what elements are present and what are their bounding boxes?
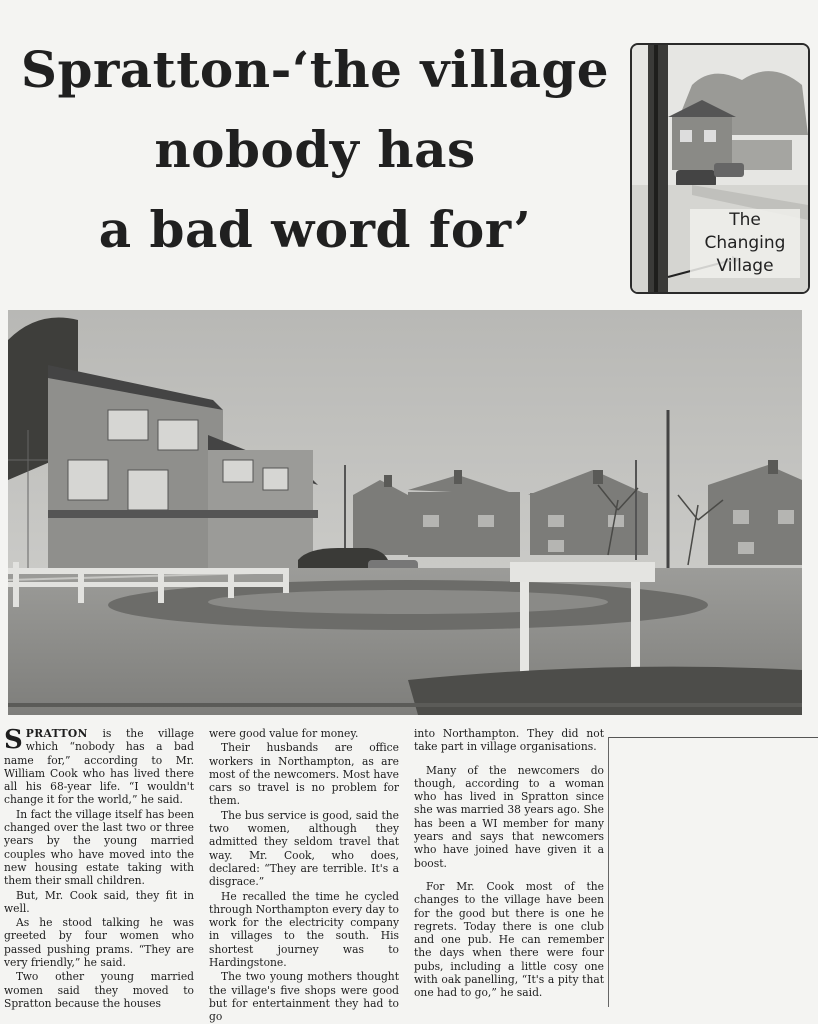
clipping-edge-horizontal (608, 737, 818, 738)
paragraph-1-text: is the village which “nobody has a bad name for,” according to Mr. William Cook who has lived there all his 68-year life. “I wouldn't change it for the world,” he said. (4, 727, 194, 807)
paragraph-13: For Mr. Cook most of the changes to the village have been for the good but there is one he regrets. Today there is one club and one pub. He can remember the days when there were four pubs, including a little cosy one with oak panelling, “It's a pity that one had to go,” he said. (414, 879, 604, 1000)
badge-line-2: Changing (704, 233, 786, 253)
paragraph-10: The two young mothers thought the village's five shops were good but for entertainment they had to go (209, 970, 399, 1024)
article-column-2 (209, 727, 399, 1024)
paragraph-2: In fact the village itself has been changed over the last two or three years by the young married couples who have moved into the new housing estate taking with them their small children. (4, 807, 194, 888)
drop-cap: S (4, 725, 23, 755)
headline-line-3: a bad word for’ (98, 200, 532, 259)
changing-village-badge (630, 43, 810, 294)
lead-word: PRATTON (25, 727, 88, 740)
headline-line-2: nobody has (154, 120, 476, 179)
badge-caption (690, 209, 800, 278)
headline (0, 30, 630, 270)
clipping-edge-vertical (608, 737, 609, 1007)
paragraph-8: The bus service is good, said the two women, although they admitted they seldom travel that way. Mr. Cook, who does, declared: “They are terrible. It's a disgrace.” (209, 808, 399, 889)
article-column-3 (414, 727, 604, 1000)
paragraph-7: Their husbands are office workers in Northampton, as are most of the newcomers. Most have cars so travel is no problem for them. (209, 741, 399, 808)
paragraph-9: He recalled the time he cycled through Northampton every day to work for the electricity company in villages to the south. His shortest journey was to Hardingstone. (209, 889, 399, 970)
paragraph-6: were good value for money. (209, 727, 359, 740)
housing-estate-scene (8, 310, 802, 715)
paragraph-12: Many of the newcomers do though, according to a woman who has lived in Spratton since she was married 38 years ago. She has been a WI member for many years and says that newcomers who have joined have given it a boost. (414, 763, 604, 870)
paragraph-11: into Northampton. They did not take part in village organisations. (414, 727, 604, 754)
paragraph-4: As he stood talking he was greeted by four women who passed pushing prams. “They are very friendly,” he said. (4, 916, 194, 970)
paragraph-5: Two other young married women said they moved to Spratton because the houses (4, 970, 194, 1010)
article-body (4, 725, 608, 1024)
paragraph-3: But, Mr. Cook said, they fit in well. (4, 888, 194, 915)
badge-line-1: The (729, 210, 761, 230)
badge-line-3: Village (716, 256, 774, 276)
article-column-1 (4, 727, 194, 1010)
village-photograph (8, 310, 802, 715)
paragraph-1 (4, 727, 194, 807)
headline-line-1: Spratton-‘the village (20, 40, 610, 99)
